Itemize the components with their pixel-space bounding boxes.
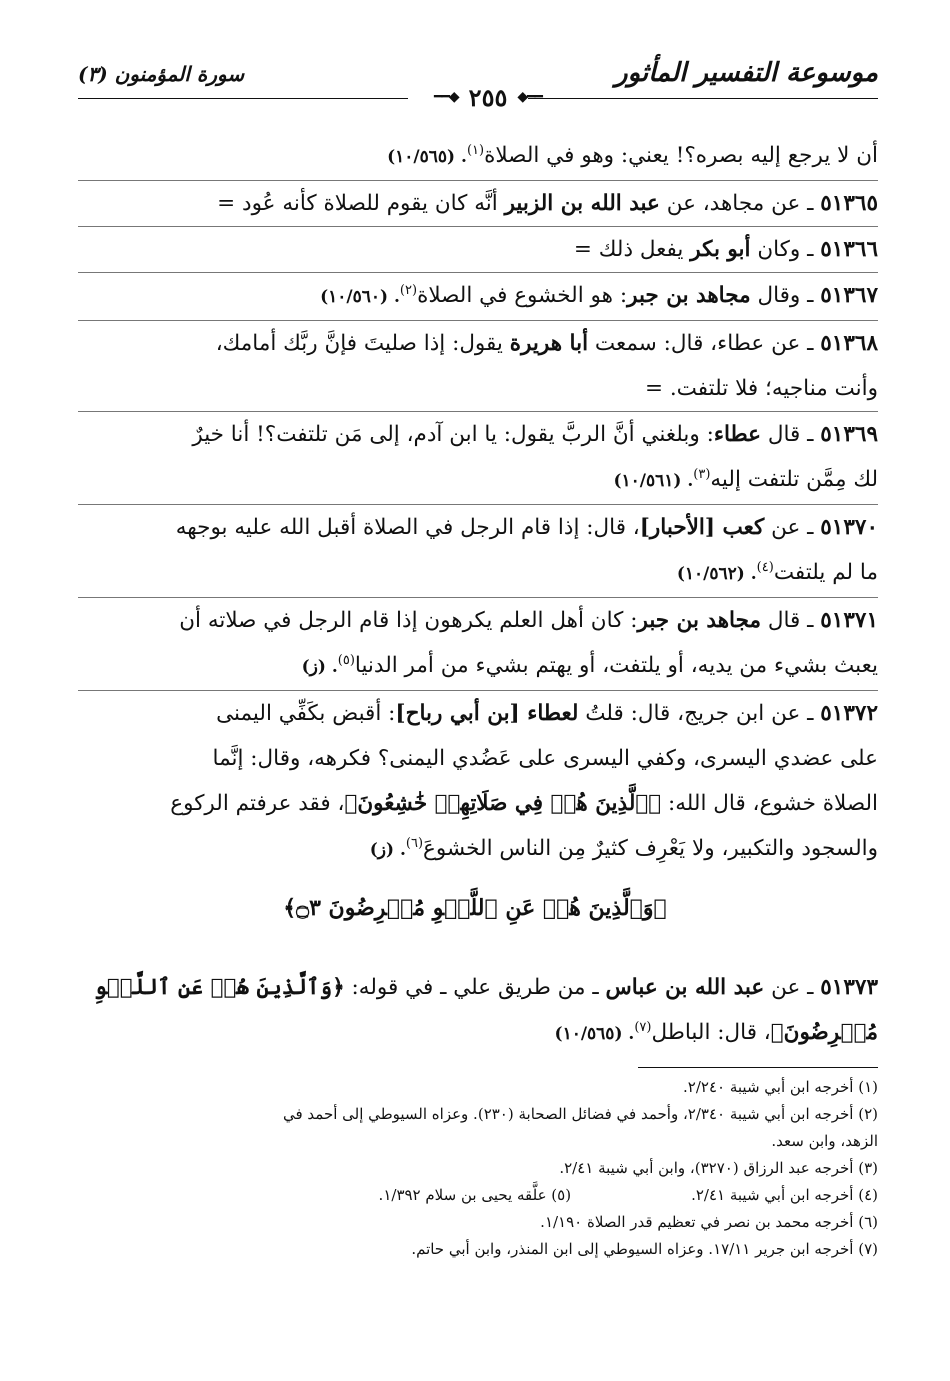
narrator-name: عبد الله بن الزبير — [504, 191, 660, 216]
narration-51367: ٥١٣٦٧ ـ وقال مجاهد بن جبر: هو الخشوع في الصلاة$^{(٢)}$. (١٠/٥٦٠) — [78, 272, 878, 320]
narration-51365: ٥١٣٦٥ ـ عن مجاهد، عن عبد الله بن الزبير أنَّه كان يقوم للصلاة كأنه عُود = — [78, 180, 878, 226]
page-header — [78, 58, 878, 112]
volume-page-ref: . (ز) — [369, 840, 406, 860]
narrator-name: عبد الله بن عباس — [605, 975, 765, 1000]
footnote-2: (٢) أخرجه ابن أبي شيبة ٢/٣٤٠، وأحمد في فضائل الصحابة (٢٣٠). وعزاه السيوطي إلى أحمد في — [282, 1105, 878, 1123]
footnote-4: (٤) أخرجه ابن أبي شيبة ٢/٤١. — [691, 1186, 878, 1204]
narration-number: ٥١٣٦٩ — [820, 422, 878, 447]
narration-number: ٥١٣٦٨ — [820, 331, 878, 356]
footnote-marker: (٦) — [405, 835, 424, 851]
narration-number: ٥١٣٦٥ — [820, 191, 878, 216]
page-number: ٢٥٥ — [468, 82, 508, 112]
narrator-name: لعطاء [بن أبي رباح] — [395, 701, 579, 726]
header-rule-right — [528, 98, 878, 99]
verse-heading: ﴿وَٱلَّذِينَ هُمۡ عَنِ ٱللَّغۡوِ مُعۡرِضُونَ ۝٣﴾ — [283, 895, 667, 921]
quran-quote: مُعۡرِضُونَ﴾ — [770, 1020, 878, 1045]
narration-51369: ٥١٣٦٩ ـ قال عطاء: وبلغني أنَّ الربَّ يقول: يا ابن آدم، إلى مَن تلتفت؟! أنا خيرٌ لك مِمَّن تلتفت إليه$^{(٣)}$. (١٠/٥٦١) — [78, 411, 878, 504]
volume-page-ref: . (١٠/٥٦٠) — [320, 287, 400, 307]
surah-title: سورة المؤمنون (٣) — [78, 62, 245, 86]
main-text — [78, 133, 878, 873]
footnote-row-4-5 — [78, 1182, 878, 1209]
volume-page-ref: . (ز) — [301, 657, 338, 677]
narration-51368: ٥١٣٦٨ ـ عن عطاء، قال: سمعت أبا هريرة يقول: إذا صليتَ فإنَّ ربَّك أمامك، وأنت مناجيه؛ فلا تلتفت. = — [78, 320, 878, 411]
footnote-1: (١) أخرجه ابن أبي شيبة ٢/٢٤٠. — [683, 1078, 878, 1096]
narration-51373: ٥١٣٧٣ ـ عن عبد الله بن عباس ـ من طريق علي ـ في قوله: ﴿وَٱلَّذِينَ هُمۡ عَنِ ٱللَّغۡوِ — [94, 975, 878, 1000]
quran-quote: ﴿وَٱلَّذِينَ هُمۡ عَنِ ٱللَّغۡوِ — [94, 975, 345, 1000]
ornament-left: ◆━━ — [434, 89, 459, 105]
narration-51371: ٥١٣٧١ ـ قال مجاهد بن جبر: كان أهل العلم يكرهون إذا قام الرجل في صلاته أن يعبث بشيء من يديه، أو يلتفت، أو يهتم بشيء من أمر الدنيا$^{(٥)}$. (ز) — [78, 597, 878, 690]
volume-page-ref: . (١٠/٥٦٥) — [554, 1024, 635, 1044]
footnote-3: (٣) أخرجه عبد الرزاق (٣٢٧٠)، وابن أبي شيبة ٢/٤١. — [559, 1159, 878, 1177]
narration-number: ٥١٣٧٢ — [820, 701, 878, 726]
footnote-marker: (٥) — [337, 652, 355, 668]
narrator-name: أبا هريرة — [509, 331, 589, 356]
narration-number: ٥١٣٧٣ — [820, 975, 878, 1000]
narration-number: ٥١٣٦٧ — [820, 283, 878, 308]
footnote-marker: (٣) — [693, 466, 711, 482]
footnote-2-continued: الزهد، وابن سعد. — [771, 1132, 878, 1150]
narration-51370: ٥١٣٧٠ ـ عن كعب [الأحبار]، قال: إذا قام الرجل في الصلاة أقبل الله عليه بوجهه ما لم يلتفت$^{(٤)}$. (١٠/٥٦٢) — [78, 504, 878, 597]
narrator-name: مجاهد بن جبر — [637, 608, 761, 633]
header-rule-left — [78, 98, 408, 99]
footnote-marker: (٤) — [756, 559, 774, 575]
footnote-separator — [638, 1067, 878, 1068]
narrator-name: كعب [الأحبار] — [639, 515, 765, 540]
footnote-marker: (١) — [466, 142, 485, 158]
narration-number: ٥١٣٧٠ — [820, 515, 878, 540]
main-text-continued: ٥١٣٧٣ ـ عن عبد الله بن عباس ـ من طريق علي ـ في قوله: ﴿وَٱلَّذِينَ هُمۡ عَنِ ٱللَّغۡوِ مُعۡرِضُونَ﴾، قال: الباطل$^{(٧)}$. (١٠/٥٦٥) — [78, 965, 878, 1057]
footnotes — [78, 1074, 878, 1263]
narration-51366: ٥١٣٦٦ ـ وكان أبو بكر يفعل ذلك = — [78, 226, 878, 272]
page-number-box — [378, 82, 598, 112]
footnote-5: (٥) علَّقه يحيى بن سلام ١/٣٩٢. — [378, 1186, 572, 1204]
footnote-6: (٦) أخرجه محمد بن نصر في تعظيم قدر الصلاة ١/١٩٠. — [540, 1213, 878, 1231]
footnote-marker: (٢) — [399, 282, 418, 298]
text-line: أن لا يرجع إليه بصره؟! يعني: وهو في الصلاة$^{(١)}$. (١٠/٥٦٥) — [387, 142, 878, 168]
volume-page-ref: . (١٠/٥٦٢) — [676, 564, 757, 584]
narration-51372: ٥١٣٧٢ ـ عن ابن جريج، قال: قلتُ لعطاء [بن أبي رباح]: أقبض بكَفِّي اليمنى على عضدي اليسرى، وكفي اليسرى على عَضُدي اليمنى؟ فكرهه، وقال: إنَّما الصلاة خشوع، قال الله: ﴿ٱلَّذِينَ هُمۡ فِي صَلَاتِهِمۡ خَٰشِعُونَ﴾، فقد عرفتم الركوع والسجود والتكبير، ولا يَعْرِف كثيرٌ مِن الناس الخشوعَ$^{(٦)}$. (ز) — [78, 690, 878, 873]
footnote-7: (٧) أخرجه ابن جرير ١٧/١١. وعزاه السيوطي إلى ابن المنذر، وابن أبي حاتم. — [411, 1240, 878, 1258]
book-title: موسوعة التفسير المأثور — [615, 58, 878, 88]
quran-quote: ﴿ٱلَّذِينَ هُمۡ فِي صَلَاتِهِمۡ خَٰشِعُونَ﴾ — [344, 791, 662, 816]
ornament-right: ━━◆ — [517, 89, 542, 105]
narrator-name: أبو بكر — [690, 237, 751, 262]
volume-page-ref: . (١٠/٥٦٥) — [387, 147, 467, 167]
footnote-marker: (٧) — [634, 1019, 652, 1035]
volume-page-ref: . (١٠/٥٦١) — [613, 471, 694, 491]
narration-number: ٥١٣٦٦ — [820, 237, 878, 262]
narration-number: ٥١٣٧١ — [820, 608, 878, 633]
narrator-name: عطاء — [713, 422, 761, 447]
narrator-name: مجاهد بن جبر — [627, 283, 751, 308]
